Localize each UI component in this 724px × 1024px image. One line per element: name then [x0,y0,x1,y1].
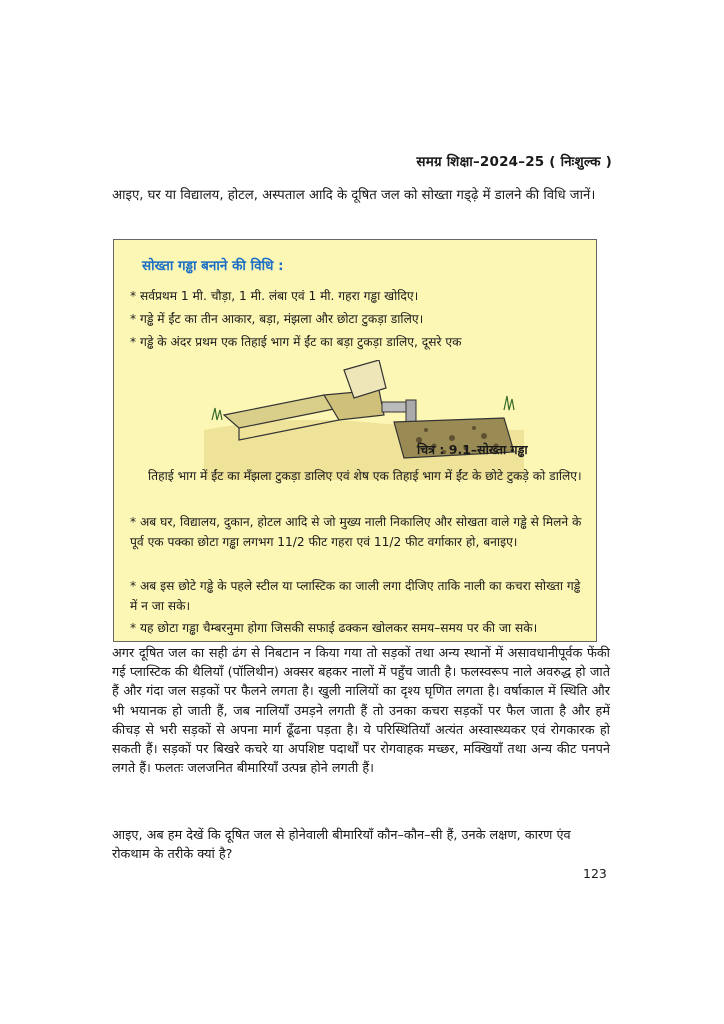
step-1: * सर्वप्रथम 1 मी. चौड़ा, 1 मी. लंबा एवं 1 मी. गहरा गड्ढा खोदिए। [130,289,419,303]
step-3: * गड्ढे के अंदर प्रथम एक तिहाई भाग में ईंट का बड़ा टुकड़ा डालिए, दूसरे एक [130,335,462,349]
page-number: 123 [583,866,607,881]
step-6: * यह छोटा गड्ढा चैम्बरनुमा होगा जिसकी सफाई ढक्कन खोलकर समय–समय पर की जा सके। [130,621,538,635]
body-paragraph: अगर दूषित जल का सही ढंग से निबटान न किया गया तो सड़कों तथा अन्य स्थानों में असावधानीपूर्वक फेंकी गई प्लास्टिक की थैलियाँ (पॉलिथीन) अक्सर बहकर नालों में पहुँच जाती है। फलस्वरूप नाले अवरुद्ध हो जाते हैं और गंदा जल सड़कों पर फैलने लगता है। खुली नालियों का दृश्य घृणित लगता है। वर्षाकाल में स्थिति और भी भयानक हो जाती हैं, जब नालियाँ उमड़ने लगती हैं तो उनका कचरा सड़कों पर फैल जाता है और हमें कीचड़ से भरी सड़कों से अपना मार्ग ढूँढना पड़ता है। ये परिस्थितियाँ अत्यंत अस्वास्थ्यकर एवं रोगकारक हो सकती हैं। सड़कों पर बिखरे कचरे या अपशिष्ट पदार्थों पर रोगवाहक मच्छर, मक्खियाँ तथा अन्य कीट पनपने लगते हैं। फलतः जलजनित बीमारियाँ उत्पन्न होने लगती हैं। [112,646,610,777]
procedure-box [113,239,597,642]
closing-paragraph: आइए, अब हम देखें कि दूषित जल से होनेवाली बीमारियाँ कौन–कौन–सी हैं, उनके लक्षण, कारण एंव रोकथाम के तरीके क्यां है? [112,828,571,863]
step-4: * अब घर, विद्यालय, दुकान, होटल आदि से जो मुख्य नाली निकालिए और सोखता वाले गड्ढे से मिलने के पूर्व एक पक्का छोटा गड्ढा लगभग 11/2 फीट गहरा एवं 11/2 फीट वर्गाकार हो, बनाइए। [130,515,582,549]
step-5: * अब इस छोटे गड्ढे के पहले स्टील या प्लास्टिक का जाली लगा दीजिए ताकि नाली का कचरा सोख्ता गड्ढे में न जा सके। [130,579,581,613]
soak-pit-illustration [204,360,524,480]
intro-paragraph: आइए, घर या विद्यालय, होटल, अस्पताल आदि के दूषित जल को सोख्ता गड्ढ़े में डालने की विधि जानें। [112,188,596,203]
page-header: समग्र शिक्षा–2024–25 ( निःशुल्क ) [416,154,612,170]
step-3-continued: तिहाई भाग में ईंट का मँझला टुकड़ा डालिए एवं शेष एक तिहाई भाग में ईंट के छोटे टुकड़े को डालिए। [148,469,582,483]
figure-caption: चित्र : 9.1–सोख्ता गड्ढा [417,442,528,457]
box-title: सोख्ता गड्ढा बनाने की विधि : [142,258,284,274]
step-2: * गड्ढे में ईंट का तीन आकार, बड़ा, मंझला और छोटा टुकड़ा डालिए। [130,312,424,326]
